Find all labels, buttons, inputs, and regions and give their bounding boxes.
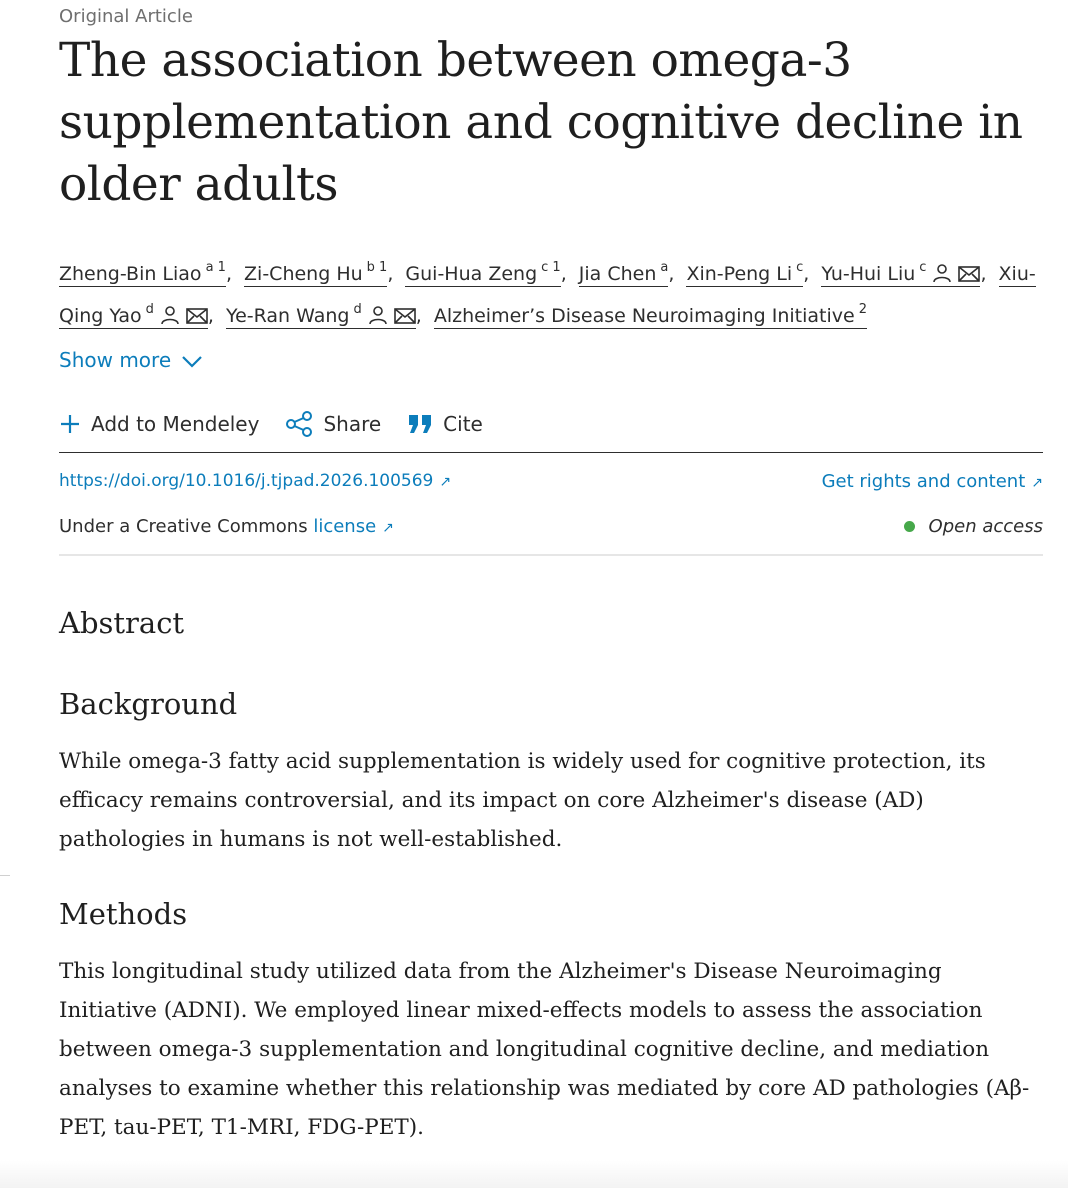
person-icon	[160, 305, 180, 325]
author-affiliation: a 1	[205, 260, 226, 275]
divider	[0, 875, 10, 876]
chevron-down-icon	[181, 355, 203, 369]
article-title: The association between omega-3 supplementation and cognitive decline in older adults	[59, 33, 1023, 212]
author-link[interactable]	[433, 302, 867, 329]
author-affiliation: a	[660, 260, 669, 275]
background-heading: Background	[59, 687, 238, 721]
author-name: Zheng-Bin Liao	[59, 263, 202, 285]
author-list: Zheng-Bin Liao $^{a 1}$, Zi-Cheng Hu $^{b 1}$, Gui-Hua Zeng $^{c 1}$, Jia Chen $^a$, Xin-Peng Li $^c$, Yu-Hui Liu $^c$ , Xiu-Qing Yao $^d$ , Ye-Ran Wang $^d$ , Alzheimer’s Disease Neuroimaging Initiative $^2$	[59, 260, 1036, 327]
author-affiliation: c	[796, 260, 804, 275]
open-access-dot-icon	[904, 521, 915, 532]
author-link[interactable]	[578, 260, 669, 287]
license-prefix: Under a Creative Commons	[59, 516, 308, 537]
doi-link[interactable]	[59, 471, 451, 491]
person-icon	[368, 305, 388, 325]
author-link[interactable]	[686, 260, 804, 287]
author-name: Gui-Hua Zeng	[405, 263, 538, 285]
background-text: While omega-3 fatty acid supplementation is widely used for cognitive protection, its efficacy remains controversial, and its impact on core Alzheimer's disease (AD) pathologies in humans is not well-established.	[59, 749, 986, 852]
cite-label: Cite	[443, 412, 483, 436]
author-name: Yu-Hui Liu	[821, 263, 916, 285]
open-access-label: Open access	[928, 516, 1043, 537]
bottom-fade	[0, 1160, 1068, 1188]
plus-icon	[59, 413, 81, 435]
external-link-icon: ↗	[1031, 475, 1043, 491]
article-actions	[59, 404, 509, 444]
license-link-text: license	[313, 516, 377, 537]
author-affiliation: c	[919, 260, 927, 275]
author-name: Xiu-Qing Yao	[59, 263, 1036, 327]
author-name: Alzheimer’s Disease Neuroimaging Initiative	[433, 305, 855, 327]
envelope-icon	[186, 307, 208, 325]
author-name: Jia Chen	[578, 263, 657, 285]
author-link[interactable]	[244, 260, 388, 287]
author-link[interactable]	[226, 302, 416, 329]
share-icon	[285, 411, 313, 437]
share-button[interactable]	[285, 411, 381, 437]
get-rights-text: Get rights and content	[821, 471, 1026, 492]
methods-text: This longitudinal study utilized data from the Alzheimer's Disease Neuroimaging Initiative (ADNI). We employed linear mixed-effects models to assess the association between omega-3 supplementation and longitudinal cognitive decline, and mediation analyses to examine whether this relationship was mediated by core AD pathologies (Aβ-PET, tau-PET, T1-MRI, FDG-PET).	[59, 959, 1030, 1140]
share-label: Share	[323, 412, 382, 436]
quote-icon	[407, 413, 433, 435]
open-access-badge	[904, 516, 1043, 537]
envelope-icon	[958, 265, 980, 283]
license-line	[59, 516, 394, 537]
author-name: Xin-Peng Li	[686, 263, 793, 285]
author-name: Ye-Ran Wang	[226, 305, 350, 327]
external-link-icon: ↗	[382, 520, 394, 536]
divider	[59, 554, 1043, 556]
methods-heading: Methods	[59, 897, 188, 931]
author-affiliation: b 1	[366, 260, 388, 275]
author-affiliation: d	[353, 302, 362, 317]
abstract-heading: Abstract	[59, 606, 185, 640]
show-more-label: Show more	[59, 348, 172, 372]
external-link-icon: ↗	[439, 474, 452, 490]
add-to-mendeley-button[interactable]	[59, 412, 259, 436]
envelope-icon	[394, 307, 416, 325]
person-icon	[932, 263, 952, 283]
author-affiliation: c 1	[541, 260, 561, 275]
cite-button[interactable]	[407, 412, 483, 436]
show-more-button[interactable]	[59, 348, 203, 372]
get-rights-link[interactable]	[822, 471, 1043, 492]
add-to-mendeley-label: Add to Mendeley	[91, 412, 260, 436]
author-link[interactable]	[821, 260, 980, 287]
article-type-label: Original Article	[59, 6, 193, 27]
divider	[59, 452, 1043, 453]
author-link[interactable]	[405, 260, 561, 287]
author-name: Zi-Cheng Hu	[244, 263, 363, 285]
doi-text: https://doi.org/10.1016/j.tjpad.2026.100569	[59, 471, 434, 491]
author-affiliation: d	[145, 302, 154, 317]
author-affiliation: 2	[858, 302, 867, 317]
license-link[interactable]	[313, 516, 394, 537]
author-link[interactable]	[59, 260, 226, 287]
